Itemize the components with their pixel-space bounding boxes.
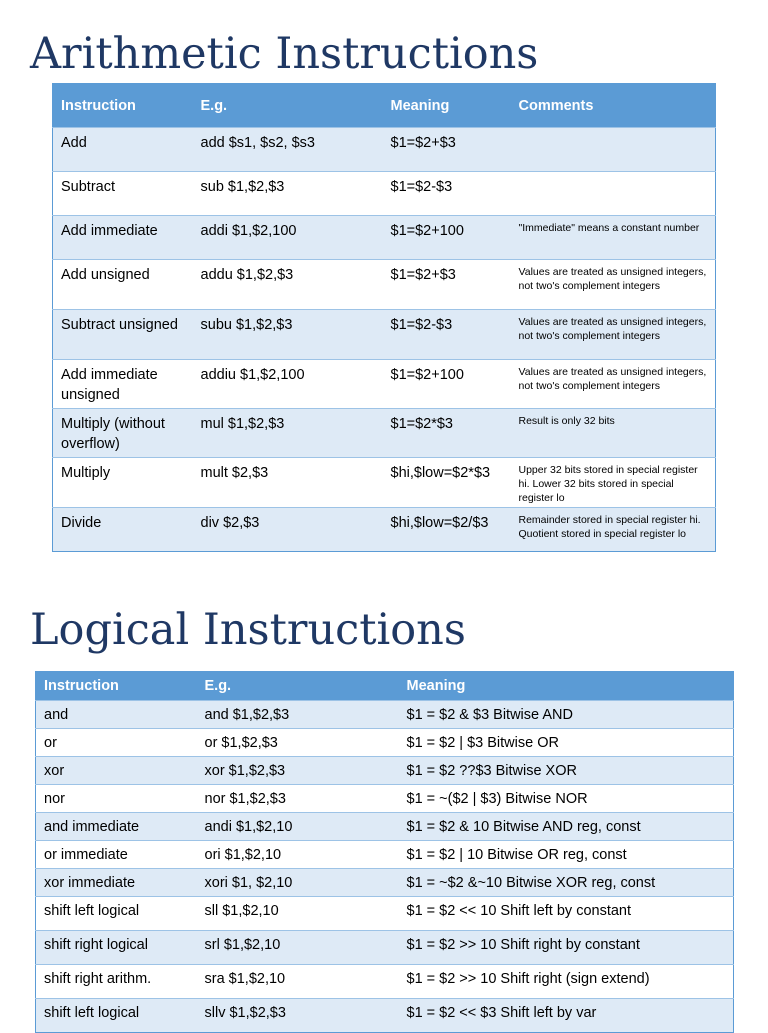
logical-header-meaning: Meaning bbox=[399, 672, 734, 701]
table-row bbox=[53, 409, 716, 458]
example-cell: mul $1,$2,$3 bbox=[193, 409, 383, 458]
table-row bbox=[53, 216, 716, 260]
comment-cell bbox=[511, 128, 716, 172]
comment-cell: Result is only 32 bits bbox=[511, 409, 716, 458]
table-row bbox=[36, 701, 734, 729]
example-cell: div $2,$3 bbox=[193, 508, 383, 552]
meaning-cell: $1 = $2 ??$3 Bitwise XOR bbox=[399, 757, 734, 785]
example-cell: mult $2,$3 bbox=[193, 458, 383, 508]
example-cell: nor $1,$2,$3 bbox=[197, 785, 399, 813]
instruction-cell: or bbox=[36, 729, 197, 757]
example-cell: sllv $1,$2,$3 bbox=[197, 999, 399, 1033]
instruction-cell: shift left logical bbox=[36, 999, 197, 1033]
instruction-cell: or immediate bbox=[36, 841, 197, 869]
arithmetic-header-comments: Comments bbox=[511, 84, 716, 128]
meaning-cell: $1 = $2 >> 10 Shift right (sign extend) bbox=[399, 965, 734, 999]
arithmetic-header-example: E.g. bbox=[193, 84, 383, 128]
instruction-cell: Subtract bbox=[53, 172, 193, 216]
example-cell: and $1,$2,$3 bbox=[197, 701, 399, 729]
logical-table bbox=[35, 671, 734, 1033]
instruction-cell: shift right arithm. bbox=[36, 965, 197, 999]
meaning-cell: $1=$2-$3 bbox=[383, 172, 511, 216]
instruction-cell: Multiply (without overflow) bbox=[53, 409, 193, 458]
instruction-cell: xor bbox=[36, 757, 197, 785]
table-row bbox=[36, 869, 734, 897]
example-cell: ori $1,$2,10 bbox=[197, 841, 399, 869]
meaning-cell: $1 = $2 >> 10 Shift right by constant bbox=[399, 931, 734, 965]
table-row bbox=[36, 897, 734, 931]
table-row bbox=[53, 172, 716, 216]
comment-cell bbox=[511, 172, 716, 216]
table-row bbox=[53, 360, 716, 409]
table-row bbox=[36, 965, 734, 999]
arithmetic-header-row bbox=[53, 84, 716, 128]
instruction-cell: and bbox=[36, 701, 197, 729]
instruction-cell: Add immediate bbox=[53, 216, 193, 260]
table-row bbox=[53, 310, 716, 360]
instruction-cell: Add bbox=[53, 128, 193, 172]
arithmetic-table bbox=[52, 83, 716, 552]
meaning-cell: $1 = $2 << 10 Shift left by constant bbox=[399, 897, 734, 931]
comment-cell: "Immediate" means a constant number bbox=[511, 216, 716, 260]
example-cell: xor $1,$2,$3 bbox=[197, 757, 399, 785]
example-cell: sll $1,$2,10 bbox=[197, 897, 399, 931]
instruction-cell: Divide bbox=[53, 508, 193, 552]
logical-header-example: E.g. bbox=[197, 672, 399, 701]
instruction-cell: Add unsigned bbox=[53, 260, 193, 310]
instruction-cell: Subtract unsigned bbox=[53, 310, 193, 360]
example-cell: subu $1,$2,$3 bbox=[193, 310, 383, 360]
meaning-cell: $1=$2+$3 bbox=[383, 128, 511, 172]
meaning-cell: $1 = ~$2 &~10 Bitwise XOR reg, const bbox=[399, 869, 734, 897]
example-cell: sra $1,$2,10 bbox=[197, 965, 399, 999]
meaning-cell: $1=$2+100 bbox=[383, 216, 511, 260]
comment-cell: Upper 32 bits stored in special register hi. Lower 32 bits stored in special register lo bbox=[511, 458, 716, 508]
table-row bbox=[53, 458, 716, 508]
meaning-cell: $1=$2+$3 bbox=[383, 260, 511, 310]
meaning-cell: $1 = $2 & $3 Bitwise AND bbox=[399, 701, 734, 729]
example-cell: srl $1,$2,10 bbox=[197, 931, 399, 965]
meaning-cell: $1 = $2 | $3 Bitwise OR bbox=[399, 729, 734, 757]
comment-cell: Values are treated as unsigned integers, not two's complement integers bbox=[511, 260, 716, 310]
comment-cell: Remainder stored in special register hi. Quotient stored in special register lo bbox=[511, 508, 716, 552]
instruction-cell: Add immediate unsigned bbox=[53, 360, 193, 409]
example-cell: addi $1,$2,100 bbox=[193, 216, 383, 260]
table-row bbox=[36, 757, 734, 785]
example-cell: xori $1, $2,10 bbox=[197, 869, 399, 897]
example-cell: andi $1,$2,10 bbox=[197, 813, 399, 841]
table-row bbox=[36, 813, 734, 841]
meaning-cell: $1 = $2 & 10 Bitwise AND reg, const bbox=[399, 813, 734, 841]
meaning-cell: $1=$2+100 bbox=[383, 360, 511, 409]
example-cell: sub $1,$2,$3 bbox=[193, 172, 383, 216]
arithmetic-header-instruction: Instruction bbox=[53, 84, 193, 128]
logical-title: Logical Instructions bbox=[30, 605, 466, 655]
instruction-cell: shift right logical bbox=[36, 931, 197, 965]
example-cell: or $1,$2,$3 bbox=[197, 729, 399, 757]
arithmetic-title: Arithmetic Instructions bbox=[30, 29, 539, 79]
table-row bbox=[36, 841, 734, 869]
table-row bbox=[53, 508, 716, 552]
instruction-cell: and immediate bbox=[36, 813, 197, 841]
table-row bbox=[53, 128, 716, 172]
logical-header-row bbox=[36, 672, 734, 701]
meaning-cell: $hi,$low=$2*$3 bbox=[383, 458, 511, 508]
instruction-cell: Multiply bbox=[53, 458, 193, 508]
instruction-cell: xor immediate bbox=[36, 869, 197, 897]
table-row bbox=[36, 729, 734, 757]
table-row bbox=[53, 260, 716, 310]
example-cell: addiu $1,$2,100 bbox=[193, 360, 383, 409]
table-row bbox=[36, 785, 734, 813]
table-row bbox=[36, 931, 734, 965]
example-cell: add $s1, $s2, $s3 bbox=[193, 128, 383, 172]
meaning-cell: $1=$2-$3 bbox=[383, 310, 511, 360]
meaning-cell: $1=$2*$3 bbox=[383, 409, 511, 458]
comment-cell: Values are treated as unsigned integers, not two's complement integers bbox=[511, 310, 716, 360]
meaning-cell: $1 = $2 | 10 Bitwise OR reg, const bbox=[399, 841, 734, 869]
instruction-cell: shift left logical bbox=[36, 897, 197, 931]
comment-cell: Values are treated as unsigned integers, not two's complement integers bbox=[511, 360, 716, 409]
meaning-cell: $1 = $2 << $3 Shift left by var bbox=[399, 999, 734, 1033]
instruction-cell: nor bbox=[36, 785, 197, 813]
table-row bbox=[36, 999, 734, 1033]
meaning-cell: $1 = ~($2 | $3) Bitwise NOR bbox=[399, 785, 734, 813]
logical-header-instruction: Instruction bbox=[36, 672, 197, 701]
meaning-cell: $hi,$low=$2/$3 bbox=[383, 508, 511, 552]
example-cell: addu $1,$2,$3 bbox=[193, 260, 383, 310]
arithmetic-header-meaning: Meaning bbox=[383, 84, 511, 128]
